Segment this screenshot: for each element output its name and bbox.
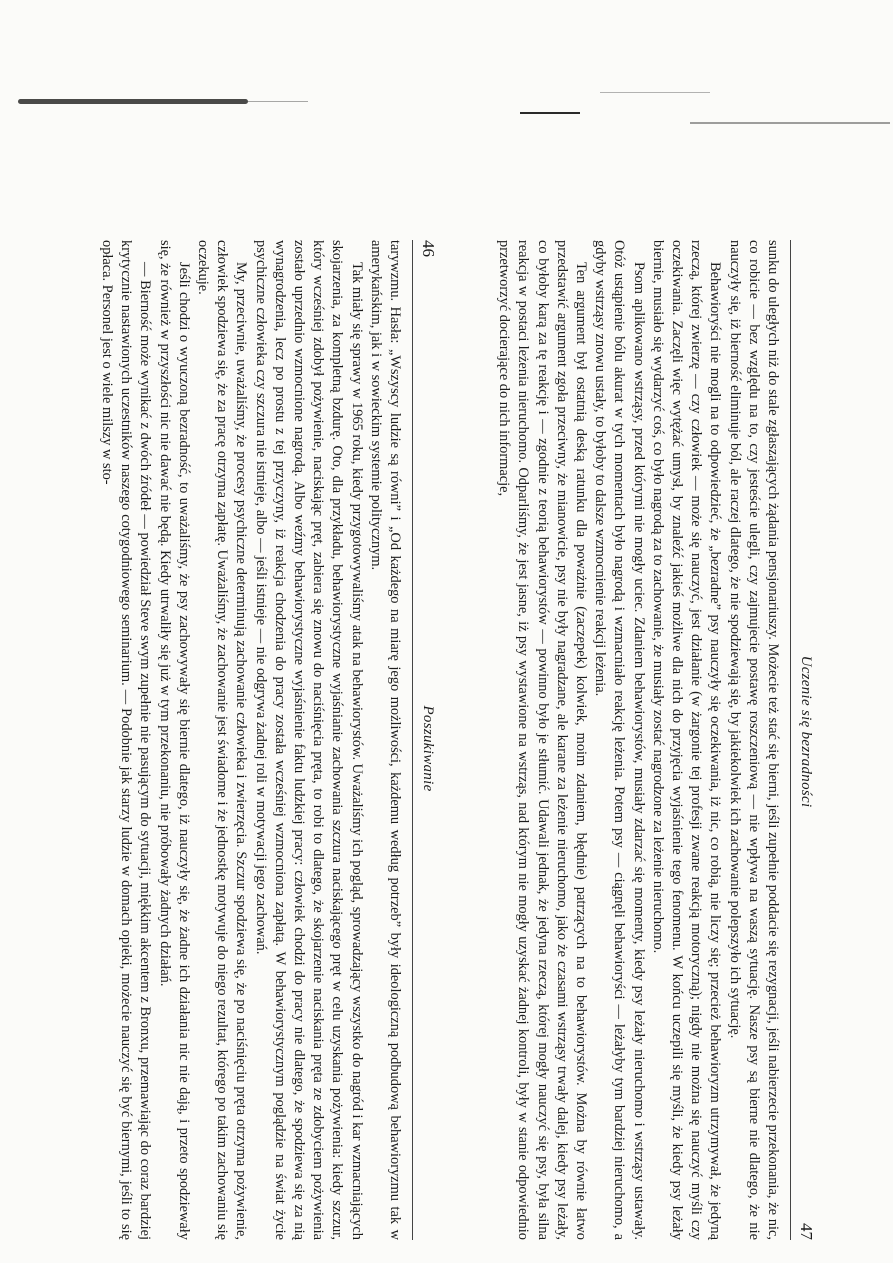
paragraph: Ten argument był ostatnią deską ratunku dla poważnie (zaczepek) kolwiek, moim zdaniem, błędnie) patrzących na to behawiorystów. Można by równie łatwo przedstawić argument zgoła przeciwny, że mianowicie, psy nie były nagradzane, ale karane za leżenie nieruchomo, jako że czasami wstrząsy trwały dalej, kiedy psy leżały, co byłoby karą za tę reakcję i — zgodnie z teorią behawiorystów — powinno było je stłumić. Udawali jednak, że jedyna rzeczą, której mogły nauczyć się psy, była silna reakcja w postaci leżenia nieruchomo. Odparliśmy, że jest jasne, iż psy wystawione na wstrząs, nad którym nie mogły uzyskać żadnej kontroli, były w stanie odpowiednio przetworzyć docierające do nich informacje,: [496, 240, 589, 1240]
page-46: [68, 240, 440, 1240]
page-body: [494, 240, 790, 1240]
page-header: [412, 240, 440, 1240]
page-number: 47: [797, 1223, 816, 1240]
paragraph: Psom aplikowano wstrząsy, przed którymi nie mogły uciec. Zdaniem behawiorystów, musiały zdarzać się momenty, kiedy psy leżały nieruchomo i wstrząsy ustawały. Otóż ustąpienie bólu akurat w tych momentach było nagrodą i wzmacniało reakcję leżenia. Potem psy — ciągnęli behawioryści — leżałyby tym bardziej nieruchomo, a gdyby wstrząsy znowu ustały, to byłoby to dalsze wzmocnienie reakcji leżenia.: [592, 240, 647, 1240]
scan-edge-mark: [18, 99, 248, 104]
paragraph: My, przeciwnie, uważaliśmy, że procesy psychiczne determinują zachowanie człowieka i zwierzęcia. Szczur spodziewa się, że po naciśnięciu pręta otrzyma pożywienie, człowiek spodziewa się, że za pracę otrzyma zapłatę. Uważaliśmy, że zachowanie jest świadome i że jednostkę motywuje do niego rezultat, którego po takim zachowaniu się oczekuje.: [194, 240, 250, 1240]
scan-edge-mark: [600, 92, 710, 93]
scan-edge-mark: [248, 101, 308, 102]
page-header: [790, 240, 818, 1240]
paragraph: Behawioryści nie mogli na to odpowiedzieć, że „bezradne” psy nauczyły się oczekiwania, iż nic, co robią, nie liczy się; przecież behawioryzm utrzymywał, że jedyną rzeczą, której zwierzę — czy człowiek — może się nauczyć, jest działanie (w żargonie tej profesji zwane reakcją motoryczną); nigdy nie można się nauczyć myśli czy oczekiwania. Zaczęli więc wytężać umysł, by znaleźć jakieś możliwe dla nich do przyjęcia wyjaśnienie tego fenomenu. W końcu uczepili się myśli, że kiedy psy leżały biernie, musiało się wydarzyć coś, co było nagrodą za to zachowanie, że musiały zostać nagrodzone za leżenie nieruchomo.: [649, 240, 724, 1240]
paragraph: tarywzmu. Hasła: „Wszyscy ludzie są równi” i „Od każdego na miarę jego możliwości, każdemu według potrzeb” były ideologiczną podbudową behawioryzmu tak w amerykańskim, jak i w sowieckim systemie politycznym.: [367, 240, 403, 1240]
paragraph: sunku do uległych niż do stale zgłaszających żądania pensjonariuszy. Możecie też stać się bierni, jeśli zupełnie poddacie się rezygnacji, jeśli nabierzecie przekonania, że nic, co robicie — bez względu na to, czy jesteście ulegli, czy zajmujecie postawę roszczeniową — nie wpływa na waszą sytuację. Nasze psy są bierne nie dlatego, że nie nauczyły się, iż bierność eliminuje ból, ale raczej dlatego, że nie spodziewają się, by jakiekolwiek ich zachowanie polepszyło ich sytuację.: [726, 240, 781, 1240]
paragraph: Jeśli chodzi o wyuczoną bezradność, to uważaliśmy, że psy zachowywały się biernie dlatego, iż nauczyły się, że żadne ich działania nic nie dają, i przeto spodziewały się, że również w przyszłości nic nie dawać nie będą. Kiedy utrwaliły się już w tym przekonaniu, nie próbowały żadnych działań.: [156, 240, 192, 1240]
page-47: [446, 240, 818, 1240]
scan-edge-mark: [690, 122, 890, 124]
running-title: Uczenie się bezradności: [798, 655, 815, 808]
running-title: Poszukiwanie: [420, 705, 437, 792]
page-number: 46: [419, 240, 438, 257]
page-body: [97, 240, 412, 1240]
scan-edge-mark: [520, 112, 580, 114]
paragraph: Tak miały się sprawy w 1965 roku, kiedy przygotowywaliśmy atak na behawiorystów. Uważaliśmy ich pogląd, sprowadzający wszystko do nagród i kar wzmacniających skojarzenia, za kompletną bzdurę. Oto, dla przykładu, behawiorystyczne wyjaśnianie zachowania szczura naciskającego pręt w celu uzyskania pożywienia: kiedy szczur, który wcześniej zdobył pożywienie, naciskając pręt, zabiera się znowu do naciśnięcia pręta, to robi to dlatego, że skojarzenie naciskania pręta ze zdobyciem pożywienia zostało uprzednio wzmocnione nagrodą. Albo weźmy behawiorystyczne wyjaśnienie faktu ludzkiej pracy: człowiek chodzi do pracy nie dlatego, że spodziewa się za nią wynagrodzenia, lecz po prostu z tej przyczyny, iż reakcja chodzenia do pracy została wcześniej wzmocniona zapłatą. W behawiorystycznym poglądzie na świat życie psychiczne człowieka czy szczura nie istnieje, albo — jeśli istnieje — nie odgrywa żadnej roli w motywacji jego zachowań.: [252, 240, 365, 1240]
paragraph: — Bierność może wynikać z dwóch źródeł — powiedział Steve swym zupełnie nie pasującym do sytuacji, miękkim akcentem z Bronxu, przemawiając do coraz bardziej krytycznie nastawionych uczestników naszego cotygodniowego seminarium. — Podobnie jak starzy ludzie w domach opieki, możecie nauczyć się być biernymi, jeśli to się opłaca. Personel jest o wiele milszy w sto-: [98, 240, 154, 1240]
